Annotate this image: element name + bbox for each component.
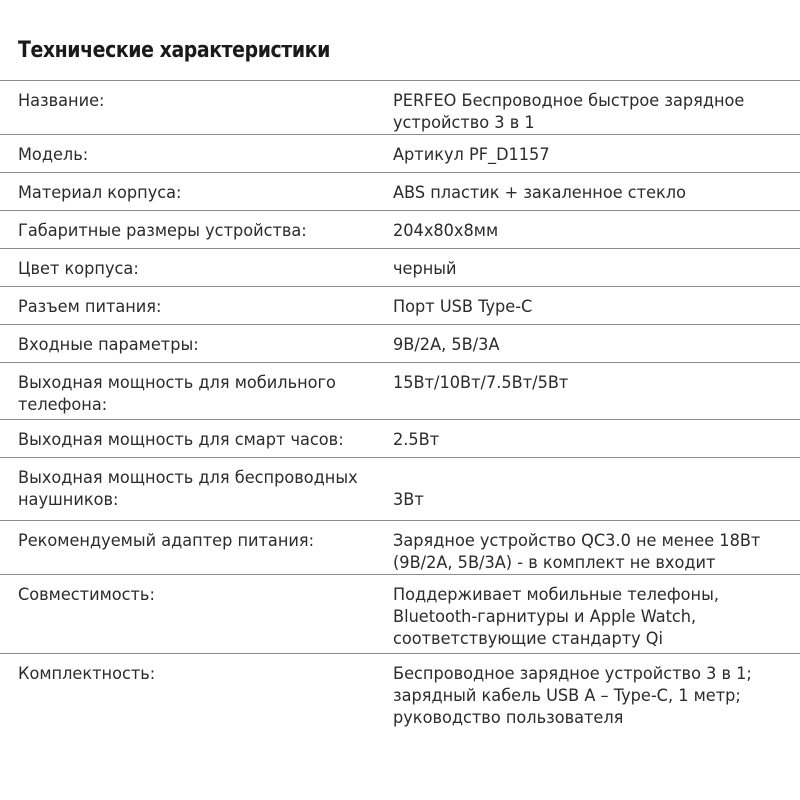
spec-value: Зарядное устройство QC3.0 не менее 18Вт (9В/2А, 5В/3А) - в комплект не входит [393, 531, 761, 573]
spec-label: Модель: [18, 145, 89, 165]
spec-value: 2.5Вт [393, 430, 440, 450]
spec-row-compatibility [0, 574, 800, 653]
spec-value: Порт USB Type-C [393, 297, 533, 317]
spec-row-output-earbuds [0, 457, 800, 520]
spec-row-power-port [0, 286, 800, 324]
spec-label: Название: [18, 91, 105, 111]
spec-label: Материал корпуса: [18, 183, 182, 203]
spec-table [0, 80, 800, 743]
spec-value: 3Вт [393, 490, 424, 510]
spec-row-package [0, 653, 800, 743]
spec-value: Беспроводное зарядное устройство 3 в 1; зарядный кабель USB A – Type-C, 1 метр; руководство пользователя [393, 664, 752, 728]
spec-value: 9В/2А, 5В/3А [393, 335, 500, 355]
spec-value: черный [393, 259, 457, 279]
spec-value: ABS пластик + закаленное стекло [393, 183, 687, 203]
spec-label: Входные параметры: [18, 335, 199, 355]
spec-label: Выходная мощность для мобильного телефона: [18, 373, 336, 415]
spec-row-material [0, 172, 800, 210]
spec-label: Габаритные размеры устройства: [18, 221, 307, 241]
spec-row-input [0, 324, 800, 362]
spec-row-model [0, 134, 800, 172]
spec-label: Совместимость: [18, 585, 155, 605]
spec-value: Поддерживает мобильные телефоны, Bluetooth-гарнитуры и Apple Watch, соответствующие стандарту Qi [393, 585, 719, 649]
page-title: Технические характеристики [18, 38, 330, 63]
spec-value: 204x80x8мм [393, 221, 499, 241]
spec-label: Разъем питания: [18, 297, 162, 317]
spec-row-dimensions [0, 210, 800, 248]
spec-row-color [0, 248, 800, 286]
spec-row-output-phone [0, 362, 800, 419]
spec-row-output-watch [0, 419, 800, 457]
spec-row-name [0, 80, 800, 134]
spec-label: Цвет корпуса: [18, 259, 139, 279]
spec-row-adapter [0, 520, 800, 574]
spec-value: 15Вт/10Вт/7.5Вт/5Вт [393, 373, 569, 393]
spec-value: Артикул PF_D1157 [393, 145, 550, 165]
spec-label: Выходная мощность для смарт часов: [18, 430, 344, 450]
spec-value: PERFEO Беспроводное быстрое зарядное устройство 3 в 1 [393, 91, 745, 133]
spec-label: Комплектность: [18, 664, 156, 684]
spec-label: Рекомендуемый адаптер питания: [18, 531, 315, 551]
spec-label: Выходная мощность для беспроводных наушников: [18, 468, 358, 510]
